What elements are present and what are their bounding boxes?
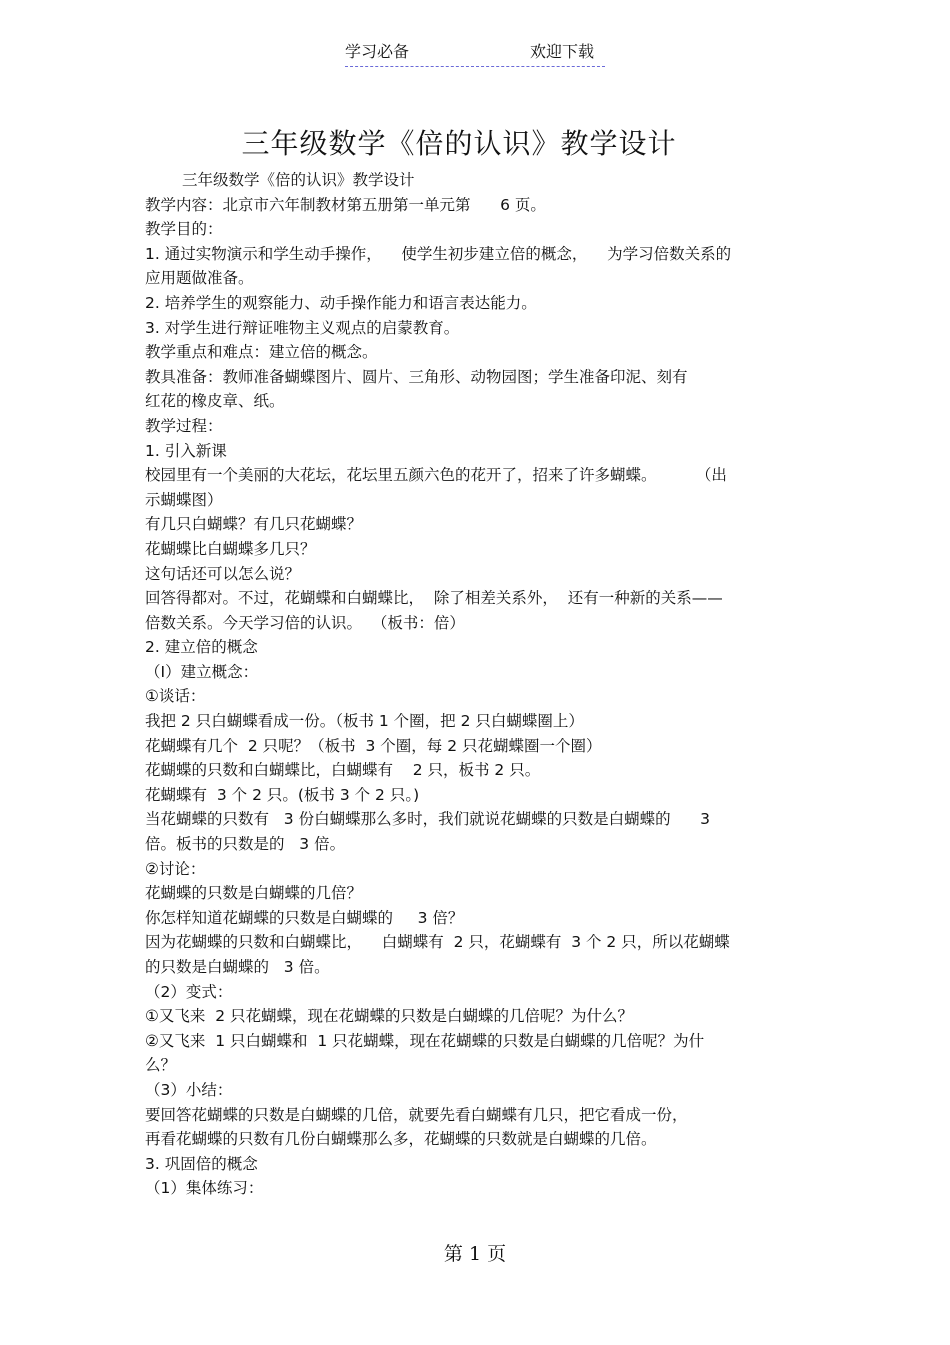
text-line: 教学重点和难点：建立倍的概念。 — [145, 343, 378, 362]
text-line: （2）变式： — [145, 982, 233, 1001]
text-line: 的只数是白蝴蝶的 3 倍。 — [145, 958, 330, 976]
text-line: 回答得都对。不过，花蝴蝶和白蝴蝶比， 除了相差关系外， 还有一种新的关系—— — [145, 589, 723, 608]
text-line: 教具准备：教师准备蝴蝶图片、圆片、三角形、动物园图；学生准备印泥、刻有 — [145, 367, 688, 386]
text-line: ②讨论： — [145, 859, 206, 878]
text-line: 红花的橡皮章、纸。 — [145, 392, 285, 411]
text-line: 因为花蝴蝶的只数和白蝴蝶比， 白蝴蝶有 2 只，花蝴蝶有 3 个 2 只，所以花蝴蝶 — [145, 933, 730, 952]
text-line: ①谈话： — [145, 687, 206, 706]
header-left-text: 学习必备 — [345, 42, 410, 61]
text-line: 2. 培养学生的观察能力、动手操作能力和语言表达能力。 — [145, 293, 537, 312]
text-line: 花蝴蝶的只数和白蝴蝶比，白蝴蝶有 2 只，板书 2 只。 — [145, 761, 541, 780]
text-line: 再看花蝴蝶的只数有几份白蝴蝶那么多，花蝴蝶的只数就是白蝴蝶的几倍。 — [145, 1130, 657, 1149]
text-line: 有几只白蝴蝶？有几只花蝴蝶？ — [145, 515, 363, 534]
document-body — [145, 168, 810, 1201]
text-line: ①又飞来 2 只花蝴蝶，现在花蝴蝶的只数是白蝴蝶的几倍呢？为什么？ — [145, 1007, 634, 1026]
text-line: 1. 通过实物演示和学生动手操作， 使学生初步建立倍的概念， 为学习倍数关系的 — [145, 244, 732, 263]
text-line: （3）小结： — [145, 1080, 233, 1099]
header-right-text: 欢迎下载 — [530, 42, 595, 61]
text-line: ②又飞来 1 只白蝴蝶和 1 只花蝴蝶，现在花蝴蝶的只数是白蝴蝶的几倍呢？为什 — [145, 1031, 705, 1050]
text-line: 你怎样知道花蝴蝶的只数是白蝴蝶的 3 倍？ — [145, 908, 464, 927]
text-line: （1）集体练习： — [145, 1179, 264, 1198]
text-line: 要回答花蝴蝶的只数是白蝴蝶的几倍，就要先看白蝴蝶有几只，把它看成一份， — [145, 1105, 688, 1124]
text-line: 示蝴蝶图） — [145, 490, 223, 509]
text-line: 花蝴蝶的只数是白蝴蝶的几倍？ — [145, 884, 363, 903]
text-line: 我把 2 只白蝴蝶看成一份。（板书 1 个圈，把 2 只白蝴蝶圈上） — [145, 712, 584, 731]
text-line: 3. 巩固倍的概念 — [145, 1154, 258, 1173]
text-line: 1. 引入新课 — [145, 441, 227, 460]
text-line: 教学目的： — [145, 220, 223, 239]
page-header — [345, 42, 605, 67]
text-line: 3. 对学生进行辩证唯物主义观点的启蒙教育。 — [145, 318, 460, 337]
text-line: 应用题做准备。 — [145, 269, 254, 288]
text-line: 这句话还可以怎么说？ — [145, 564, 301, 583]
text-line: 教学内容：北京市六年制教材第五册第一单元第 6 页。 — [145, 195, 546, 214]
text-line: 花蝴蝶比白蝴蝶多几只？ — [145, 539, 316, 558]
page-number: 第 1 页 — [443, 1243, 507, 1265]
text-line: 校园里有一个美丽的大花坛，花坛里五颜六色的花开了，招来了许多蝴蝶。 （出 — [145, 466, 727, 485]
text-line: 当花蝴蝶的只数有 3 份白蝴蝶那么多时，我们就说花蝴蝶的只数是白蝴蝶的 3 — [145, 810, 710, 829]
text-line: 倍数关系。今天学习倍的认识。 （板书：倍） — [145, 613, 465, 632]
text-line: 么？ — [145, 1056, 177, 1075]
text-line: 2. 建立倍的概念 — [145, 638, 258, 657]
text-line: 花蝴蝶有 3 个 2 只。(板书 3 个 2 只。) — [145, 785, 420, 804]
text-line: （I）建立概念： — [145, 662, 259, 681]
text-line: 倍。板书的只数是的 3 倍。 — [145, 835, 346, 854]
subtitle-line: 三年级数学《倍的认识》教学设计 — [182, 171, 415, 189]
text-line: 花蝴蝶有几个 2 只呢？（板书 3 个圈，每 2 只花蝴蝶圈一个圈） — [145, 736, 602, 755]
text-line: 教学过程： — [145, 416, 223, 435]
document-title: 三年级数学《倍的认识》教学设计 — [241, 127, 677, 160]
